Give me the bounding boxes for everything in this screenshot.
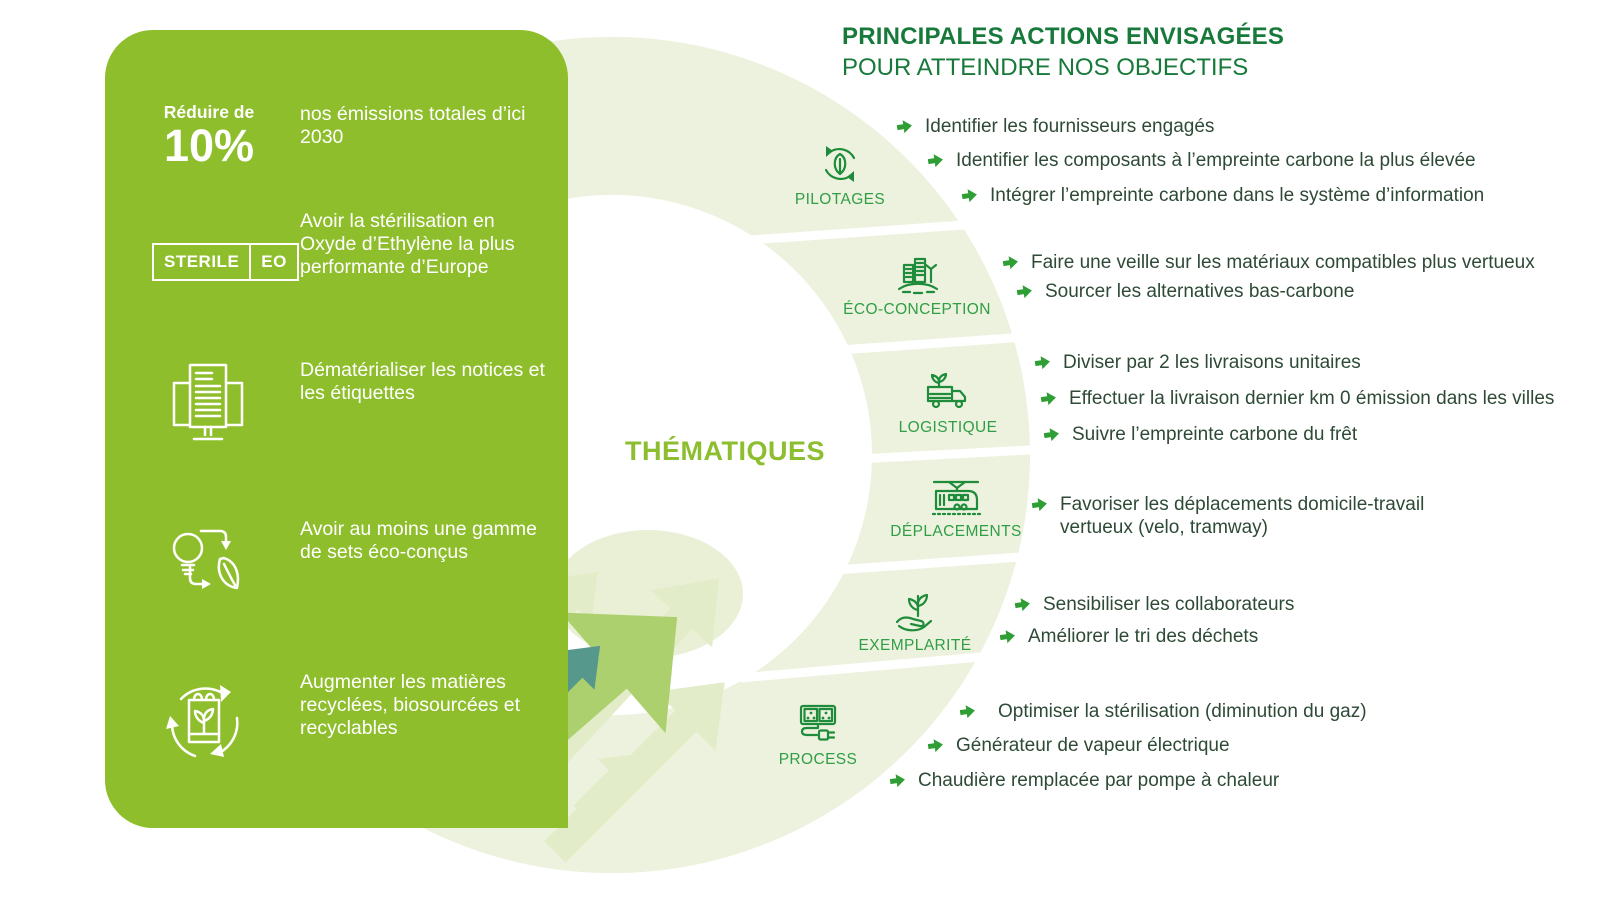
arrow-bullet-icon: [927, 737, 945, 754]
action-item: [897, 115, 1214, 138]
action-item: [1017, 280, 1354, 303]
arrow-bullet-icon: [1016, 283, 1034, 300]
arrow-bullet-icon: [961, 187, 979, 204]
theme-logistique: [858, 370, 1038, 437]
action-item: [1003, 251, 1535, 274]
objective-text: Dématérialiser les notices et les étiquettes: [300, 359, 545, 404]
thematiques-title: THÉMATIQUES: [625, 436, 825, 466]
arrow-bullet-icon: [896, 118, 914, 135]
arrow-bullet-icon: [959, 703, 977, 720]
green-truck-icon: [922, 370, 974, 416]
arrow-bullet-icon: [1034, 354, 1052, 371]
action-item: [928, 149, 1476, 172]
objective-text: Avoir la stérilisation en Oxyde d’Ethylène la plus performante d’Europe: [300, 210, 515, 278]
action-text: Effectuer la livraison dernier km 0 émission dans les villes: [1069, 388, 1555, 409]
action-item: [1041, 387, 1554, 410]
badge-right: EO: [249, 245, 297, 279]
action-item: [928, 734, 1230, 757]
theme-exemplarite: [825, 586, 1005, 655]
theme-pilotages: [750, 140, 930, 209]
actions-heading-line1: PRINCIPALES ACTIONS ENVISAGÉES: [842, 23, 1285, 50]
action-text: Diviser par 2 les livraisons unitaires: [1063, 352, 1361, 373]
arrow-bullet-icon: [1043, 426, 1061, 443]
action-text: Identifier les composants à l’empreinte carbone la plus élevée: [956, 150, 1476, 171]
action-item: [960, 700, 1367, 723]
recycle-bag-icon: [161, 673, 249, 776]
theme-label: PROCESS: [778, 751, 858, 768]
theme-deplacements: [866, 476, 1046, 541]
notices-icon: [167, 360, 249, 451]
stat-value: 10%: [163, 120, 255, 171]
action-item: [1044, 423, 1357, 446]
theme-label: EXEMPLARITÉ: [858, 637, 972, 654]
hand-plant-icon: [890, 586, 940, 634]
theme-label: DÉPLACEMENTS: [890, 523, 1022, 540]
action-text: Améliorer le tri des déchets: [1028, 626, 1259, 647]
arrow-bullet-icon: [1040, 390, 1058, 407]
objectives-panel: [105, 30, 568, 828]
theme-eco-conception: [827, 248, 1007, 319]
action-item: [1015, 593, 1294, 616]
sterile-eo-badge: [152, 243, 299, 281]
power-strip-icon: [793, 698, 843, 748]
theme-label: ÉCO-CONCEPTION: [843, 301, 991, 318]
arrow-bullet-icon: [999, 628, 1017, 645]
theme-process: [728, 698, 908, 769]
objective-text: Augmenter les matières recyclées, biosourcées et recyclables: [300, 671, 521, 739]
arrow-bullet-icon: [1031, 496, 1049, 513]
action-text: Suivre l’empreinte carbone du frêt: [1072, 424, 1358, 445]
objective-text: nos émissions totales d’ici 2030: [300, 103, 526, 148]
theme-label: LOGISTIQUE: [898, 419, 998, 436]
theme-label: PILOTAGES: [794, 191, 886, 208]
action-text: Chaudière remplacée par pompe à chaleur: [918, 770, 1280, 791]
action-text: Optimiser la stérilisation (diminution du gaz): [998, 701, 1367, 722]
arrow-bullet-icon: [1002, 254, 1020, 271]
action-item: [1035, 351, 1361, 374]
reduction-stat: [143, 102, 275, 171]
action-text: Sourcer les alternatives bas-carbone: [1045, 281, 1355, 302]
arrow-bullet-icon: [889, 772, 907, 789]
stat-label: Réduire de: [163, 102, 255, 122]
action-item: [1032, 493, 1502, 539]
bulb-leaf-icon: [167, 520, 247, 605]
badge-left: STERILE: [164, 252, 240, 271]
actions-heading-line2: POUR ATTEINDRE NOS OBJECTIFS: [842, 54, 1249, 81]
arrow-bullet-icon: [1014, 596, 1032, 613]
action-item: [962, 184, 1484, 207]
action-text: Identifier les fournisseurs engagés: [925, 116, 1215, 137]
objective-text: Avoir au moins une gamme de sets éco-conçus: [300, 518, 538, 563]
action-text: Intégrer l’empreinte carbone dans le système d’information: [990, 185, 1485, 206]
actions-heading: [842, 23, 1284, 82]
action-item: [890, 769, 1279, 792]
green-city-icon: [891, 248, 943, 298]
action-text: Favoriser les déplacements domicile-travail vertueux (velo, tramway): [1060, 494, 1425, 538]
arrow-bullet-icon: [927, 152, 945, 169]
action-item: [1000, 625, 1258, 648]
action-text: Générateur de vapeur électrique: [956, 735, 1230, 756]
tram-icon: [927, 476, 985, 520]
action-text: Sensibiliser les collaborateurs: [1043, 594, 1295, 615]
leaf-cycle-icon: [816, 140, 864, 188]
action-text: Faire une veille sur les matériaux compatibles plus vertueux: [1031, 252, 1535, 273]
